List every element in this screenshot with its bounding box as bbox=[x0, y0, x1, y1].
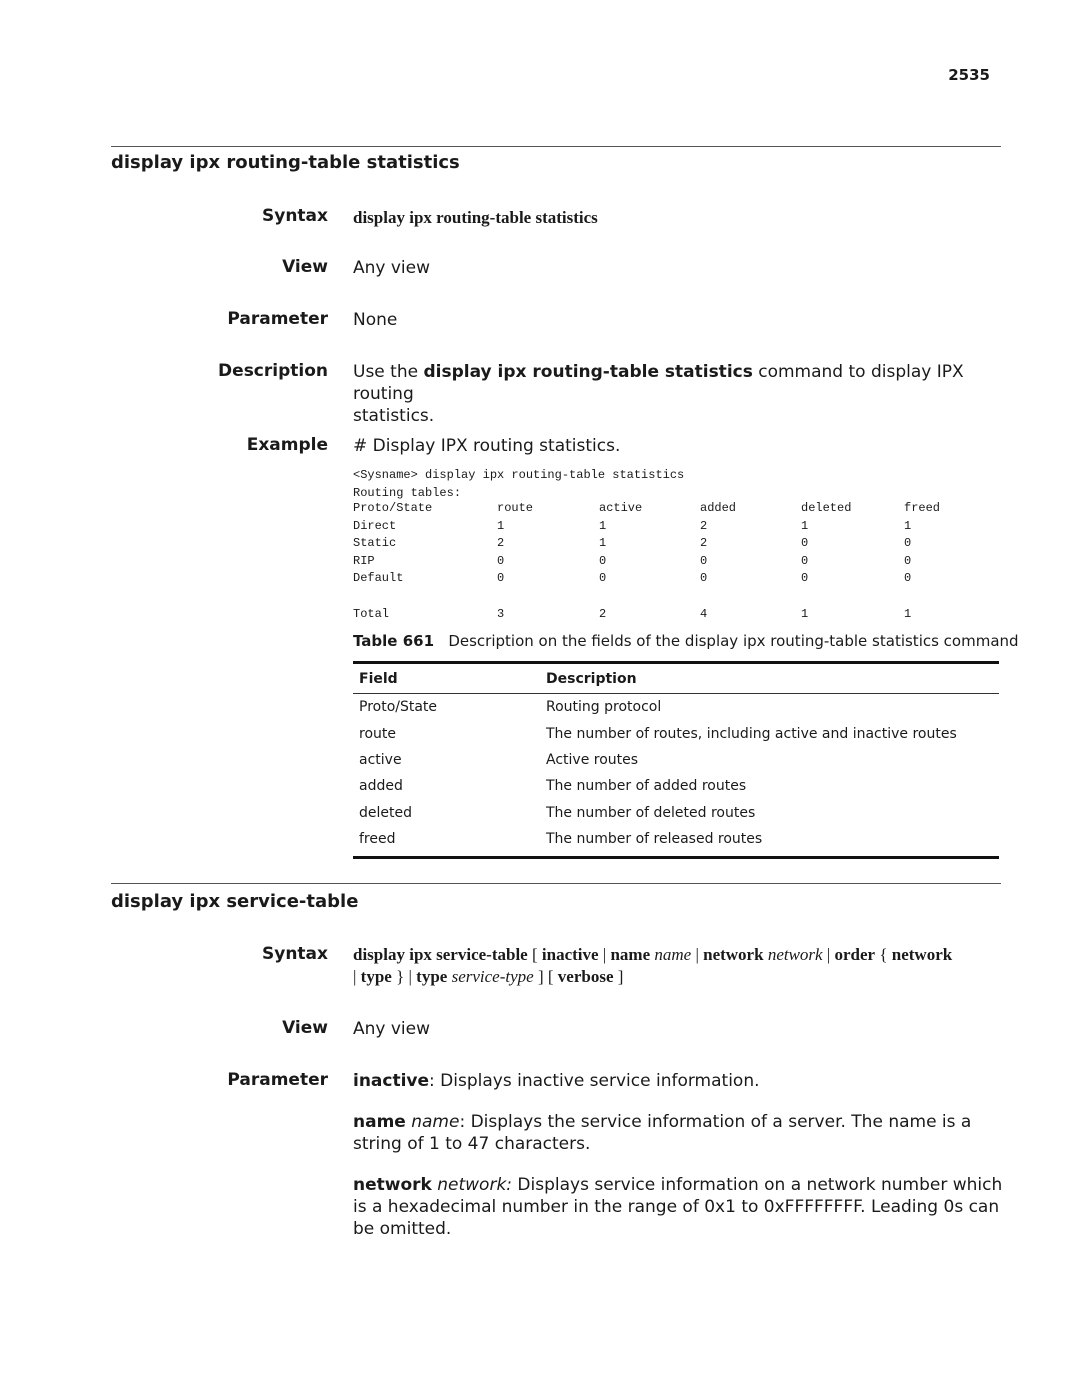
code-cell: deleted bbox=[801, 501, 852, 515]
code-row bbox=[353, 571, 964, 589]
code-cell: Total bbox=[353, 606, 390, 621]
code-cell: 0 bbox=[497, 553, 505, 568]
code-cell: added bbox=[700, 501, 737, 515]
table-row bbox=[353, 826, 999, 858]
column-header-field: Field bbox=[353, 663, 540, 694]
field-cell: active bbox=[359, 751, 402, 768]
code-cell: Proto/State bbox=[353, 501, 433, 515]
code-cell: 1 bbox=[497, 518, 505, 533]
code-row bbox=[353, 536, 964, 554]
table-row bbox=[353, 747, 999, 773]
code-cell: Static bbox=[353, 536, 397, 551]
code-cell: 2 bbox=[700, 536, 708, 551]
description-label: Description bbox=[218, 361, 328, 381]
code-row bbox=[353, 554, 964, 572]
code-cell: 4 bbox=[700, 606, 708, 621]
code-cell: 3 bbox=[497, 606, 505, 621]
code-cell: 1 bbox=[801, 606, 809, 621]
syntax-label: Syntax bbox=[262, 206, 328, 226]
syntax-command: display ipx routing-table statistics bbox=[353, 208, 598, 227]
code-cell: 2 bbox=[700, 518, 708, 533]
code-cell: 2 bbox=[497, 536, 505, 551]
code-cell: route bbox=[497, 501, 534, 515]
description-cell: The number of deleted routes bbox=[546, 804, 756, 821]
code-header-row bbox=[353, 501, 964, 519]
field-cell: deleted bbox=[359, 804, 412, 821]
section-title: display ipx service-table bbox=[111, 891, 359, 912]
param-network: network network: Displays service information on a network number which is a hexadecimal number in the range of 0x1 to 0xFFFFFFFF. Leading 0s can be omitted. bbox=[353, 1175, 1003, 1239]
code-output-table bbox=[353, 501, 964, 624]
table-row bbox=[353, 773, 999, 799]
description-cell: Routing protocol bbox=[546, 699, 662, 716]
code-cell: 0 bbox=[904, 553, 912, 568]
section-divider bbox=[111, 146, 1001, 147]
code-cell: 0 bbox=[599, 571, 607, 586]
code-cell: 0 bbox=[904, 536, 912, 551]
description-cell: The number of routes, including active and inactive routes bbox=[546, 725, 957, 742]
code-cell: 1 bbox=[801, 518, 809, 533]
field-description-table bbox=[353, 661, 999, 859]
field-cell: added bbox=[359, 778, 403, 795]
syntax-label: Syntax bbox=[262, 944, 328, 964]
example-intro: # Display IPX routing statistics. bbox=[353, 436, 621, 456]
code-cell: 2 bbox=[599, 606, 607, 621]
code-cell: 0 bbox=[700, 571, 708, 586]
code-cell: RIP bbox=[353, 553, 375, 568]
param-name: name name: Displays the service information of a server. The name is a string of 1 to 47 characters. bbox=[353, 1112, 972, 1154]
code-cell: 0 bbox=[497, 571, 505, 586]
parameter-label: Parameter bbox=[227, 309, 328, 329]
table-row bbox=[353, 694, 999, 721]
description-cell: Active routes bbox=[546, 751, 639, 768]
section-title: display ipx routing-table statistics bbox=[111, 152, 460, 173]
code-cell: 0 bbox=[801, 553, 809, 568]
code-cell: active bbox=[599, 501, 643, 515]
description-cell: The number of released routes bbox=[540, 826, 999, 858]
syntax-command: display ipx service-table [ inactive | name name | network network | order { network | type } | type service-type ] [ verbose ] bbox=[353, 945, 953, 986]
view-label: View bbox=[282, 1018, 328, 1038]
code-cell: 0 bbox=[801, 536, 809, 551]
param-inactive: inactive: Displays inactive service information. bbox=[353, 1071, 760, 1091]
code-cell: 0 bbox=[801, 571, 809, 586]
code-cell: 1 bbox=[599, 518, 607, 533]
field-cell: Proto/State bbox=[359, 699, 438, 716]
description-text: Use the display ipx routing-table statistics command to display IPX routing statistics. bbox=[353, 362, 964, 426]
code-cell: 0 bbox=[904, 571, 912, 586]
table-row bbox=[353, 800, 999, 826]
example-label: Example bbox=[246, 435, 328, 455]
view-value: Any view bbox=[353, 258, 431, 278]
code-blank-row bbox=[353, 589, 964, 607]
code-row bbox=[353, 519, 964, 537]
view-value: Any view bbox=[353, 1019, 431, 1039]
code-cell: 1 bbox=[599, 536, 607, 551]
description-cell: The number of added routes bbox=[546, 778, 747, 795]
parameter-label: Parameter bbox=[227, 1070, 328, 1090]
table-row bbox=[353, 720, 999, 746]
field-cell: route bbox=[359, 725, 396, 742]
code-line: <Sysname> display ipx routing-table statistics bbox=[353, 468, 685, 482]
code-line: Routing tables: bbox=[353, 486, 462, 500]
code-cell: Direct bbox=[353, 518, 397, 533]
table-header-row bbox=[353, 663, 999, 694]
section-divider bbox=[111, 883, 1001, 884]
field-cell: freed bbox=[353, 826, 540, 858]
code-total-row bbox=[353, 607, 964, 625]
parameter-value: None bbox=[353, 310, 398, 330]
column-header-description: Description bbox=[540, 663, 999, 694]
page-number: 2535 bbox=[948, 66, 990, 84]
code-cell: 0 bbox=[599, 553, 607, 568]
code-cell: 1 bbox=[904, 518, 912, 533]
code-cell: 1 bbox=[904, 606, 912, 621]
code-cell: freed bbox=[904, 501, 941, 515]
code-cell: Default bbox=[353, 571, 404, 586]
view-label: View bbox=[282, 257, 328, 277]
table-caption: Table 661 Description on the fields of the display ipx routing-table statistics command bbox=[353, 632, 1019, 650]
code-cell: 0 bbox=[700, 553, 708, 568]
